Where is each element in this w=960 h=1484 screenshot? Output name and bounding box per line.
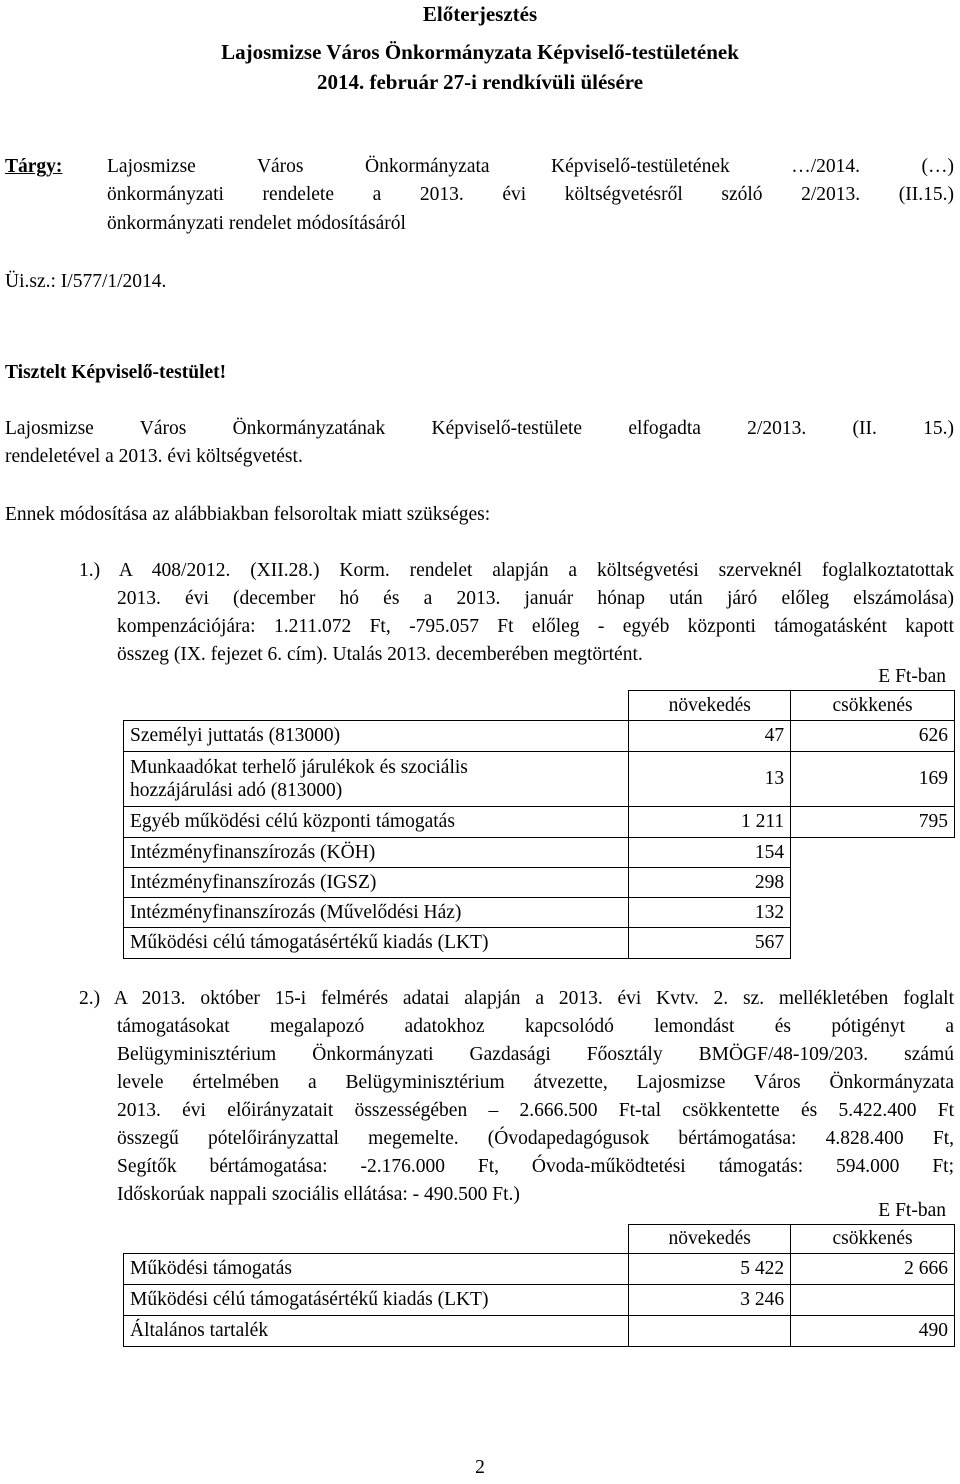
intro-line-1: Lajosmizse Város Önkormányzatának Képviselő-testülete elfogadta 2/2013. (II. 15.) — [5, 418, 954, 439]
subject-line-3: önkormányzati rendelet módosításáról — [107, 213, 406, 234]
row-increase: 154 — [629, 838, 791, 868]
item2-line-8: Időskorúak nappali szociális ellátása: - 490.500 Ft.) — [117, 1184, 520, 1205]
table-row — [124, 1316, 955, 1347]
row-label-part-1: Munkaadókat terhelő járulékok és szociális — [130, 757, 468, 778]
intro-line-2: rendeletével a 2013. évi költségvetést. — [5, 446, 303, 467]
table-row — [124, 838, 955, 868]
table-row — [124, 752, 955, 807]
document-subtitle-line: Lajosmizse Város Önkormányzata Képviselő-testületének — [221, 40, 739, 64]
row-increase: 1 211 — [629, 807, 791, 838]
row-increase: 47 — [629, 721, 791, 752]
row-label: Személyi juttatás (813000) — [124, 721, 629, 752]
row-decrease: 2 666 — [791, 1254, 955, 1285]
document-subtitle-date: 2014. február 27-i rendkívüli ülésére — [316, 70, 644, 94]
row-label: Intézményfinanszírozás (KÖH) — [124, 838, 629, 868]
row-label — [124, 752, 629, 807]
subject-line-2: önkormányzati rendelete a 2013. évi költségvetésről szóló 2/2013. (II.15.) — [107, 184, 954, 205]
row-label: Egyéb működési célú központi támogatás — [124, 807, 629, 838]
table-row — [124, 898, 955, 928]
row-decrease — [791, 868, 955, 898]
row-decrease — [791, 1285, 955, 1316]
row-increase: 13 — [629, 752, 791, 807]
table1-col-increase: növekedés — [629, 691, 791, 721]
row-decrease: 169 — [791, 752, 955, 807]
item2-line-5: 2013. évi előirányzatait összességében – 2.666.500 Ft-tal csökkentette és 5.422.400 Ft — [117, 1100, 954, 1121]
document-title: Előterjesztés — [422, 2, 538, 26]
subject-label: Tárgy: — [5, 156, 63, 177]
row-label: Működési támogatás — [124, 1254, 629, 1285]
table-row — [124, 868, 955, 898]
row-label: Intézményfinanszírozás (IGSZ) — [124, 868, 629, 898]
item1-line-4: összeg (IX. fejezet 6. cím). Utalás 2013. decemberében megtörtént. — [117, 644, 643, 665]
table2-header-blank — [124, 1225, 629, 1254]
row-increase: 298 — [629, 868, 791, 898]
salutation: Tisztelt Képviselő-testület! — [5, 362, 227, 383]
row-label: Működési célú támogatásértékű kiadás (LKT) — [124, 928, 629, 959]
item2-line-4: levele értelmében a Belügyminisztérium átvezette, Lajosmizse Város Önkormányzata — [117, 1072, 954, 1093]
table-row — [124, 1285, 955, 1316]
item2-line-1: 2.) A 2013. október 15-i felmérés adatai alapján a 2013. évi Kvtv. 2. sz. mellékletében foglalt — [79, 988, 954, 1009]
file-number: Üi.sz.: I/577/1/2014. — [5, 271, 167, 292]
row-label-part-2: hozzájárulási adó (813000) — [130, 780, 343, 801]
row-decrease: 626 — [791, 721, 955, 752]
item2-line-7: Segítők bértámogatása: -2.176.000 Ft, Óvoda-működtetési támogatás: 594.000 Ft; — [117, 1156, 954, 1177]
row-label: Intézményfinanszírozás (Művelődési Ház) — [124, 898, 629, 928]
row-increase: 132 — [629, 898, 791, 928]
row-decrease: 490 — [791, 1316, 955, 1347]
row-decrease: 795 — [791, 807, 955, 838]
table-row — [124, 928, 955, 959]
table1-col-decrease: csökkenés — [791, 691, 955, 721]
table1 — [123, 690, 955, 959]
item1-line-2: 2013. évi (december hó és a 2013. január hónap után járó előleg elszámolása) — [117, 588, 954, 609]
page-number: 2 — [475, 1457, 485, 1478]
reason-intro: Ennek módosítása az alábbiakban felsoroltak miatt szükséges: — [5, 504, 491, 525]
table2-col-increase: növekedés — [629, 1225, 791, 1254]
table2 — [123, 1224, 955, 1347]
item2-line-3: Belügyminisztérium Önkormányzati Gazdasági Főosztály BMÖGF/48-109/203. számú — [117, 1044, 954, 1065]
table1-unit: E Ft-ban — [878, 666, 946, 687]
table-row — [124, 807, 955, 838]
row-increase: 567 — [629, 928, 791, 959]
table2-header-row — [124, 1225, 955, 1254]
table1-header-blank — [124, 691, 629, 721]
row-label: Általános tartalék — [124, 1316, 629, 1347]
row-decrease — [791, 838, 955, 868]
subject-line-1: Lajosmizse Város Önkormányzata Képviselő-testületének …/2014. (…) — [107, 156, 954, 177]
item1-line-1: 1.) A 408/2012. (XII.28.) Korm. rendelet alapján a költségvetési szerveknél foglalkoztatottak — [79, 560, 954, 581]
row-decrease — [791, 898, 955, 928]
row-decrease — [791, 928, 955, 959]
item2-line-6: összegű pótelőirányzattal megemelte. (Óvodapedagógusok bértámogatása: 4.828.400 Ft, — [117, 1128, 954, 1149]
table1-header-row — [124, 691, 955, 721]
table2-unit: E Ft-ban — [878, 1200, 946, 1221]
row-increase: 5 422 — [629, 1254, 791, 1285]
row-increase — [629, 1316, 791, 1347]
table2-col-decrease: csökkenés — [791, 1225, 955, 1254]
row-label: Működési célú támogatásértékű kiadás (LKT) — [124, 1285, 629, 1316]
item1-line-3: kompenzációjára: 1.211.072 Ft, -795.057 Ft előleg - egyéb központi támogatásként kapott — [117, 616, 954, 637]
table-row — [124, 721, 955, 752]
item2-line-2: támogatásokat megalapozó adatokhoz kapcsolódó lemondást és pótigényt a — [117, 1016, 954, 1037]
table-row — [124, 1254, 955, 1285]
row-increase: 3 246 — [629, 1285, 791, 1316]
